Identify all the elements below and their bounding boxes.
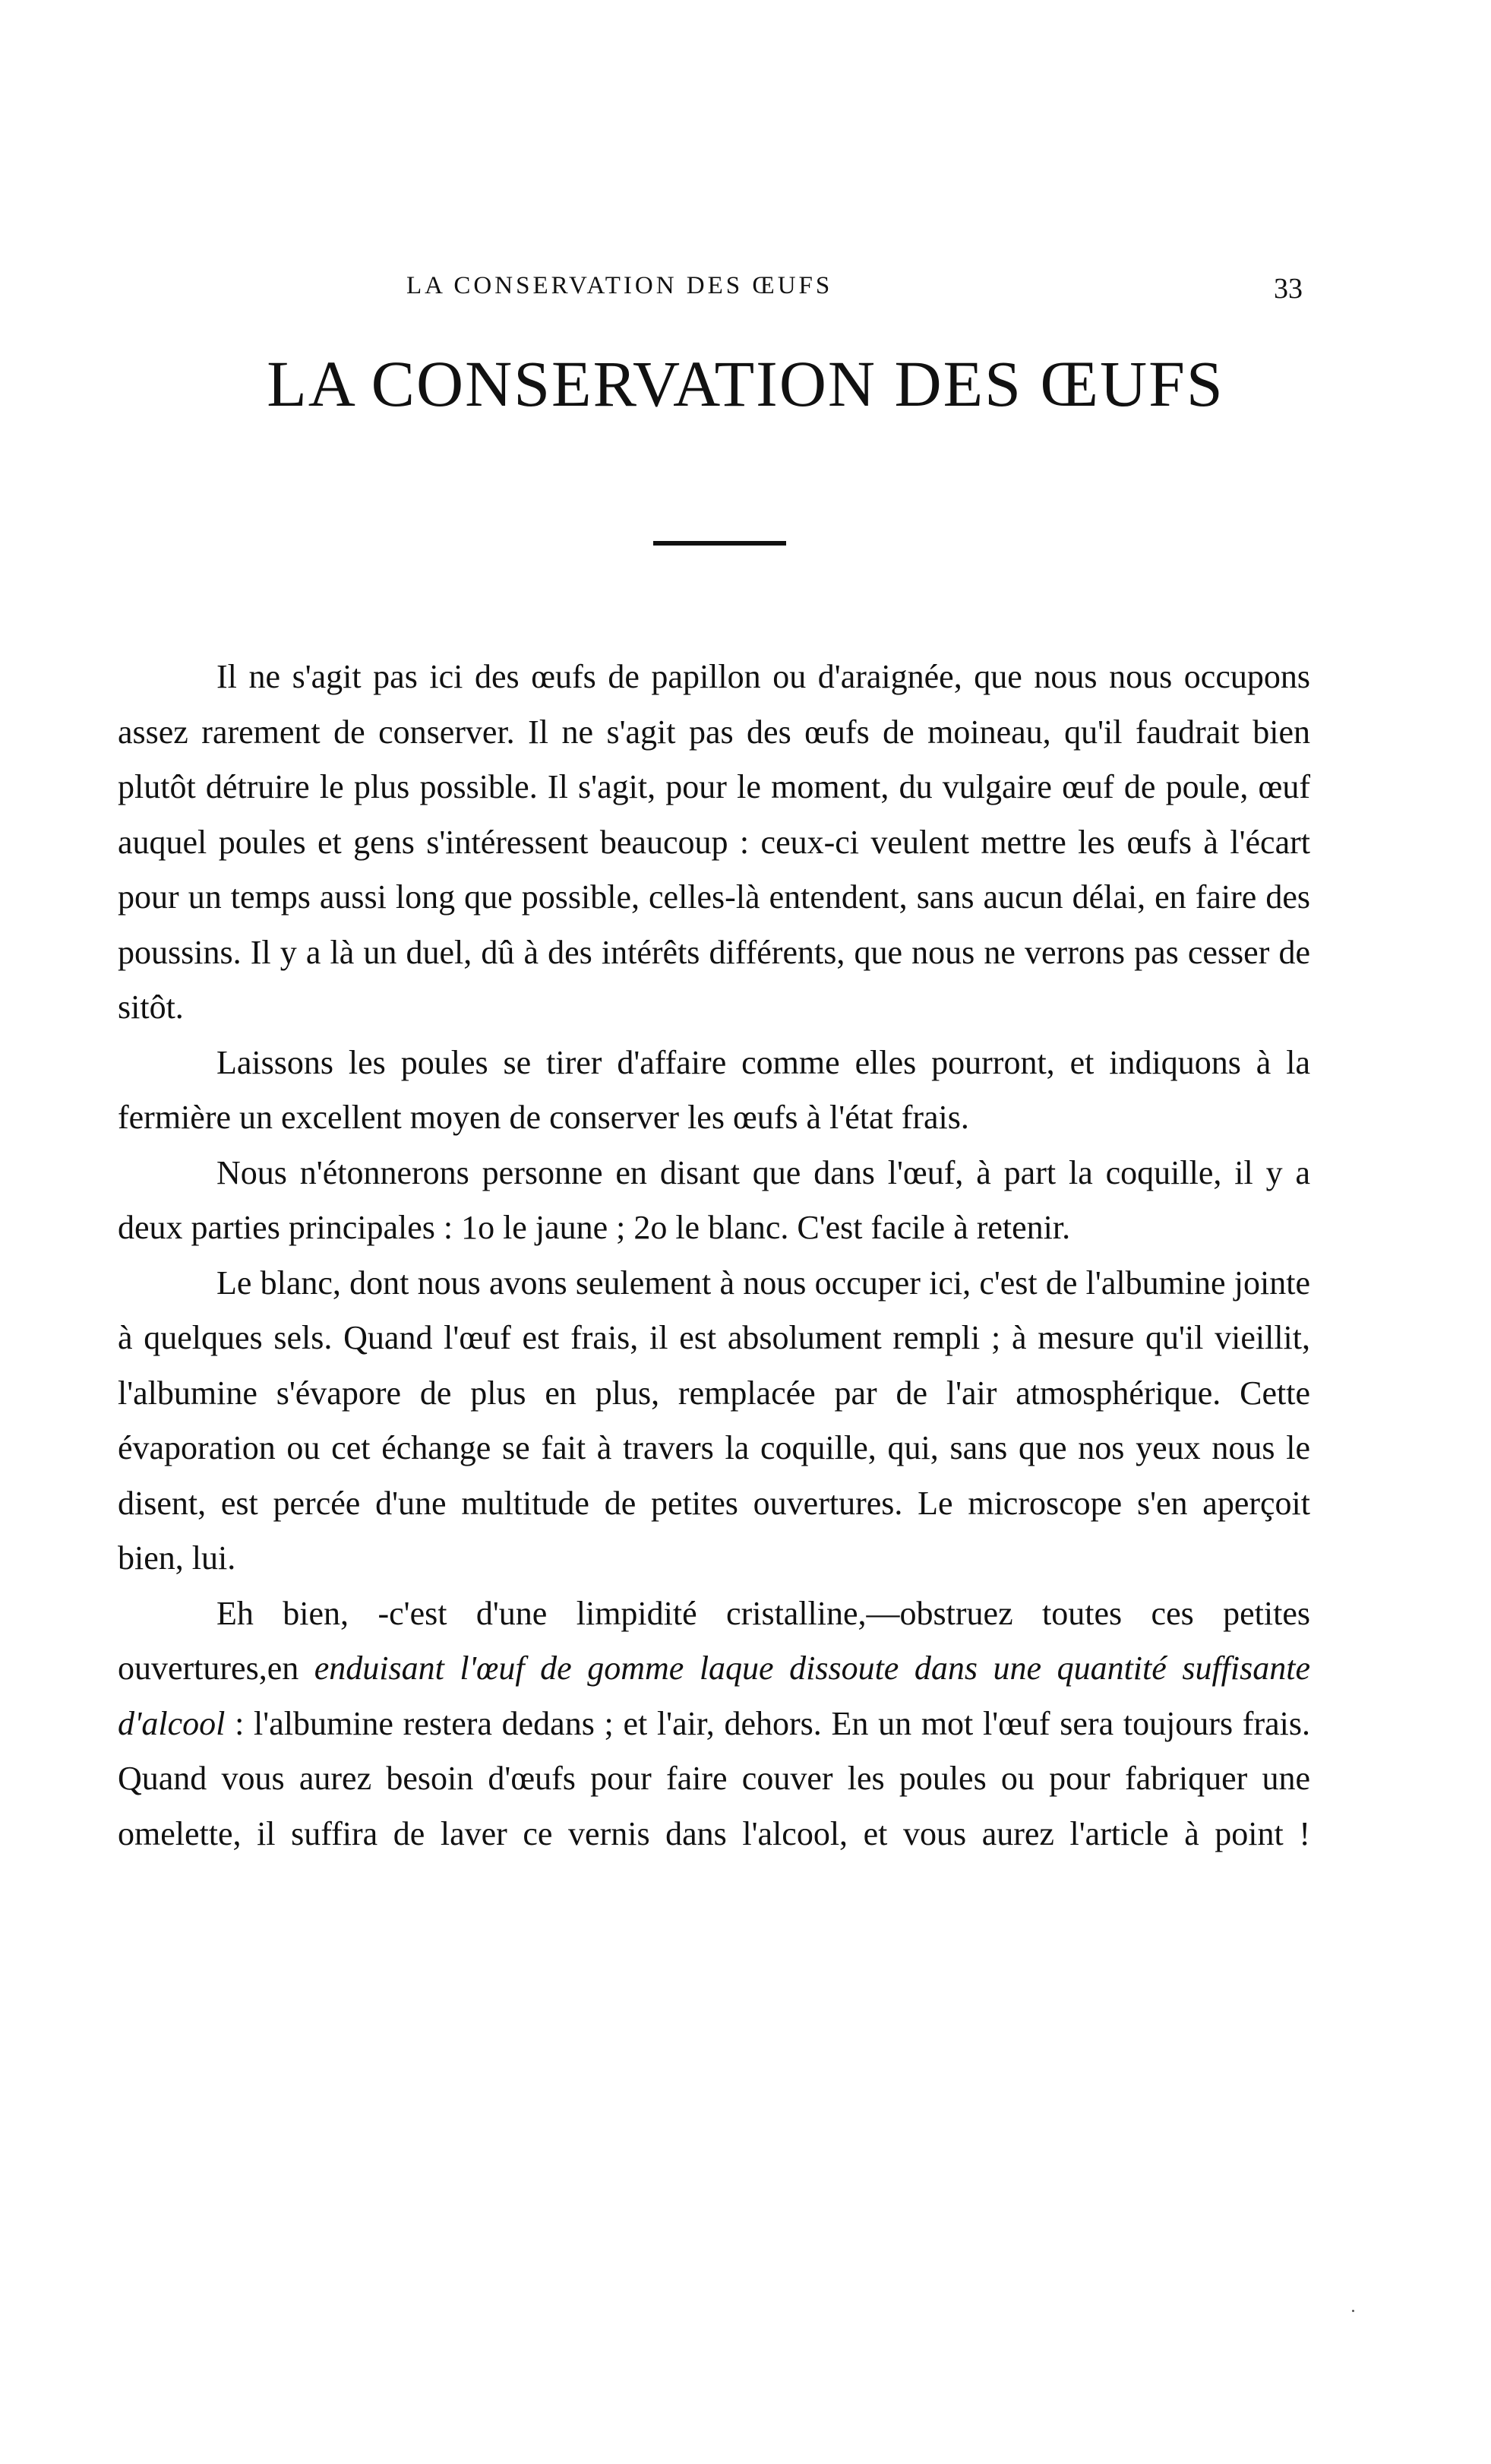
paragraph-4: Le blanc, dont nous avons seulement à nous occuper ici, c'est de l'albumine jointe à quelques sels. Quand l'œuf est frais, il est absolument rempli ; à mesure qu'il vieillit, l'albumine s'évapore de plus en plus, remplacée par de l'air atmosphérique. Cette évaporation ou cet échange se fait à travers la coquille, qui, sans que nos yeux nous le disent, est percée d'une multitude de petites ouvertures. Le microscope s'en aperçoit bien, lui. xyxy=(118,1264,1310,1577)
running-header xyxy=(406,272,1303,310)
paragraph-5-text-before: Eh bien, -c'est d'une limpidité cristalline,—obstruez toutes ces petites ouvertures,en xyxy=(118,1594,1310,1687)
running-title: LA CONSERVATION DES ŒUFS xyxy=(406,272,833,299)
title-divider-rule xyxy=(653,541,786,546)
paragraph-5-italic-text: enduisant l'œuf de gomme laque dissoute dans une quantité suffisante d'alcool xyxy=(118,1650,1310,1742)
body-text xyxy=(118,650,1310,1861)
paragraph-2: Laissons les poules se tirer d'affaire comme elles pourront, et indiquons à la fermière un excellent moyen de conserver les œufs à l'état frais. xyxy=(118,1043,1310,1136)
paper-speck xyxy=(1352,2310,1354,2312)
paragraph-5 xyxy=(118,1586,1310,1862)
paragraph-3: Nous n'étonnerons personne en disant que dans l'œuf, à part la coquille, il y a deux parties principales : 1o le jaune ; 2o le blanc. C'est facile à retenir. xyxy=(118,1153,1310,1246)
paragraph-5-text-after: : l'albumine restera dedans ; et l'air, dehors. En un mot l'œuf sera toujours frais. Quand vous aurez besoin d'œufs pour faire couver les poules ou pour fabriquer une omelette, il suffira de laver ce vernis dans l'alcool, et vous aurez l'article à point ! xyxy=(118,1704,1310,1852)
chapter-title: LA CONSERVATION DES ŒUFS xyxy=(267,347,1224,420)
paragraph-1: Il ne s'agit pas ici des œufs de papillon ou d'araignée, que nous nous occupons assez rarement de conserver. Il ne s'agit pas des œufs de moineau, qu'il faudrait bien plutôt détruire le plus possible. Il s'agit, pour le moment, du vulgaire œuf de poule, œuf auquel poules et gens s'intéressent beaucoup : ceux-ci veulent mettre les œufs à l'écart pour un temps aussi long que possible, celles-là entendent, sans aucun délai, en faire des poussins. Il y a là un duel, dû à des intérêts différents, que nous ne verrons pas cesser de sitôt. xyxy=(118,658,1310,1026)
page-number: 33 xyxy=(1274,273,1303,305)
